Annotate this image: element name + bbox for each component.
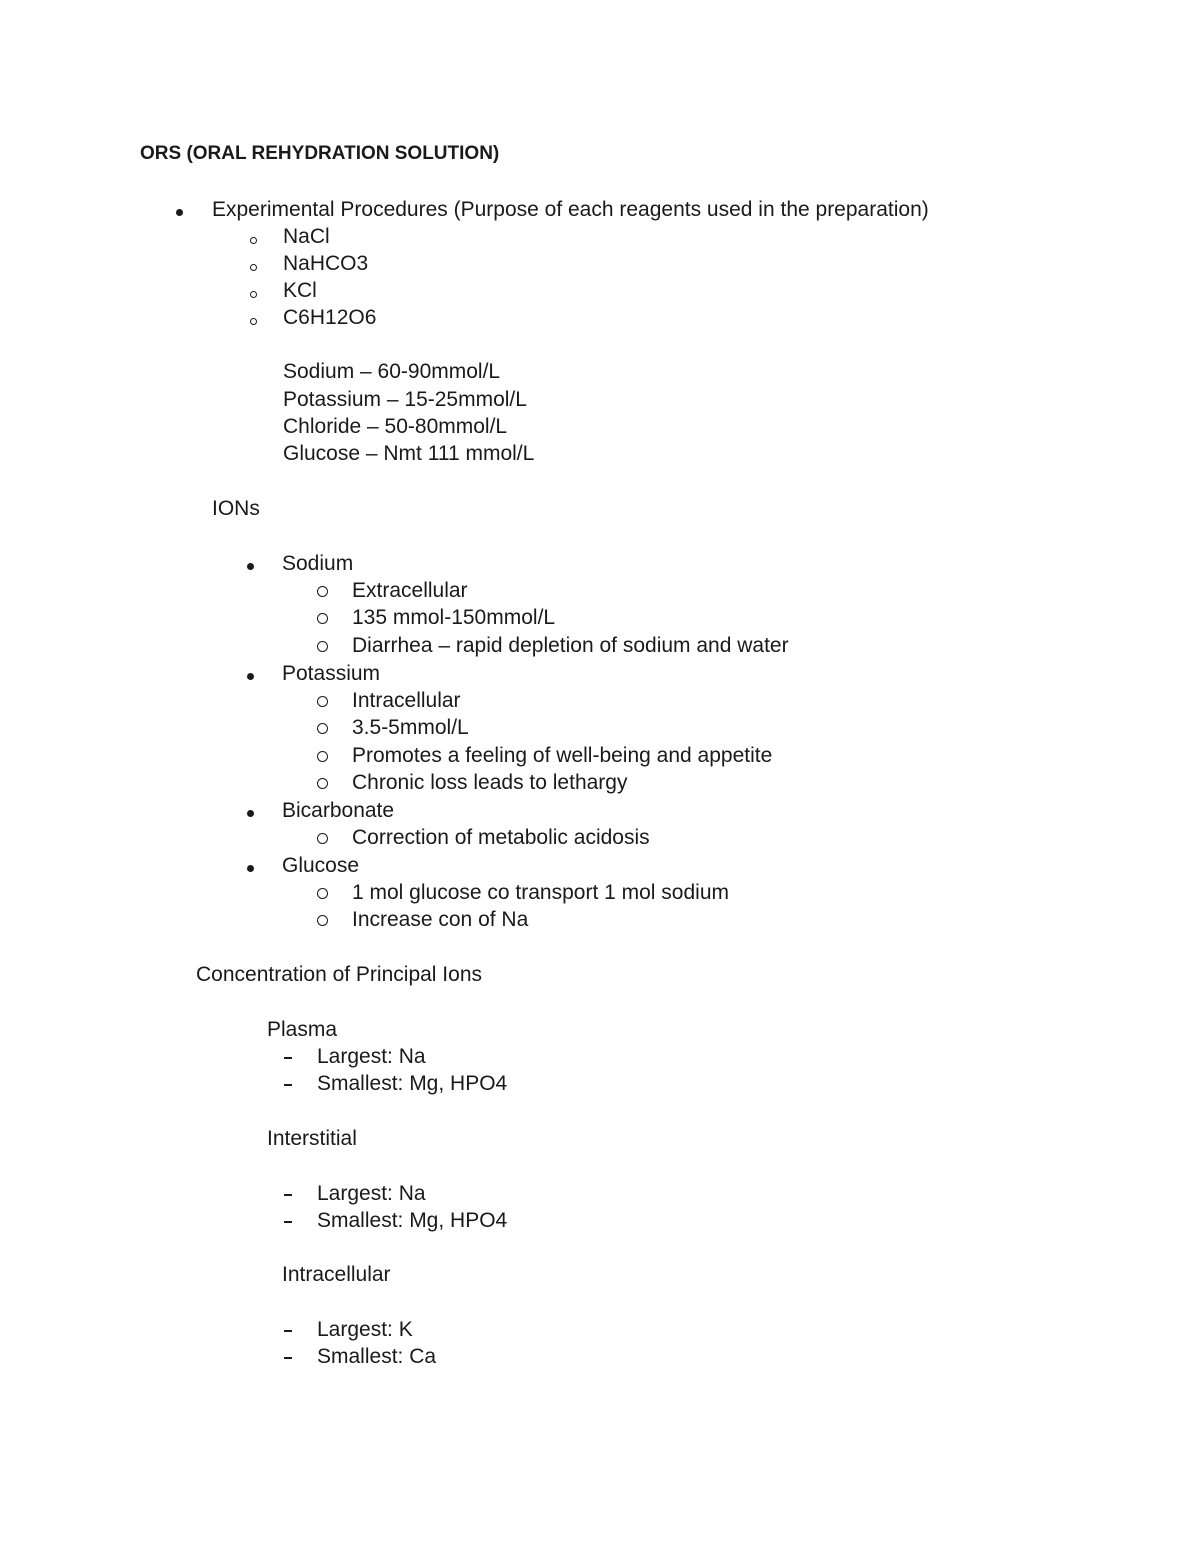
bullet-ring-icon <box>317 833 328 844</box>
reagent-item: C6H12O6 <box>283 306 377 329</box>
ion-detail: Extracellular <box>352 579 468 602</box>
dash-icon <box>284 1221 292 1223</box>
ion-detail: Increase con of Na <box>352 908 529 931</box>
ion-detail: Promotes a feeling of well-being and appetite <box>352 744 773 767</box>
concentration-item: Glucose – Nmt 111 mmol/L <box>283 442 535 465</box>
compartment-label: Plasma <box>267 1018 338 1041</box>
dash-icon <box>284 1357 292 1359</box>
compartment-item: Smallest: Mg, HPO4 <box>317 1209 508 1232</box>
ion-detail: Diarrhea – rapid depletion of sodium and water <box>352 634 789 657</box>
bullet-ring-icon <box>317 613 328 624</box>
bullet-dot-icon <box>247 673 254 680</box>
ion-label: Sodium <box>282 552 354 575</box>
concentration-item: Potassium – 15-25mmol/L <box>283 388 527 411</box>
compartment-item: Largest: Na <box>317 1045 426 1068</box>
reagent-item: NaHCO3 <box>283 252 369 275</box>
bullet-ring-icon <box>317 641 328 652</box>
ion-label: Bicarbonate <box>282 799 395 822</box>
compartment-item: Largest: Na <box>317 1182 426 1205</box>
bullet-ring-icon <box>317 723 328 734</box>
bullet-ring-icon <box>317 586 328 597</box>
concentration-item: Sodium – 60-90mmol/L <box>283 360 501 383</box>
ion-detail: Correction of metabolic acidosis <box>352 826 650 849</box>
concentration-item: Chloride – 50-80mmol/L <box>283 415 508 438</box>
bullet-ring-icon <box>317 778 328 789</box>
compartment-item: Smallest: Mg, HPO4 <box>317 1072 508 1095</box>
ions-heading: IONs <box>212 497 260 520</box>
compartment-label: Interstitial <box>267 1127 357 1150</box>
reagent-item: NaCl <box>283 225 330 248</box>
ion-detail: Chronic loss leads to lethargy <box>352 771 628 794</box>
compartment-item: Largest: K <box>317 1318 413 1341</box>
ion-detail: 3.5-5mmol/L <box>352 716 469 739</box>
ion-detail: Intracellular <box>352 689 461 712</box>
ion-label: Potassium <box>282 662 381 685</box>
bullet-dot-icon <box>247 865 254 872</box>
compartment-label: Intracellular <box>282 1263 391 1286</box>
bullet-ring-icon <box>250 318 257 325</box>
bullet-ring-icon <box>250 291 257 298</box>
bullet-ring-icon <box>317 696 328 707</box>
procedures-heading: Experimental Procedures (Purpose of each reagents used in the preparation) <box>212 198 929 221</box>
bullet-ring-icon <box>317 915 328 926</box>
bullet-ring-icon <box>317 888 328 899</box>
dash-icon <box>284 1084 292 1086</box>
bullet-ring-icon <box>250 264 257 271</box>
bullet-ring-icon <box>250 237 257 244</box>
dash-icon <box>284 1330 292 1332</box>
ion-detail: 135 mmol-150mmol/L <box>352 606 556 629</box>
bullet-dot-icon <box>176 209 183 216</box>
dash-icon <box>284 1194 292 1196</box>
dash-icon <box>284 1057 292 1059</box>
document-title: ORS (ORAL REHYDRATION SOLUTION) <box>140 143 500 164</box>
bullet-dot-icon <box>247 810 254 817</box>
ion-label: Glucose <box>282 854 360 877</box>
principal-heading: Concentration of Principal Ions <box>196 963 482 986</box>
compartment-item: Smallest: Ca <box>317 1345 437 1368</box>
reagent-item: KCl <box>283 279 317 302</box>
bullet-ring-icon <box>317 751 328 762</box>
ion-detail: 1 mol glucose co transport 1 mol sodium <box>352 881 730 904</box>
bullet-dot-icon <box>247 563 254 570</box>
